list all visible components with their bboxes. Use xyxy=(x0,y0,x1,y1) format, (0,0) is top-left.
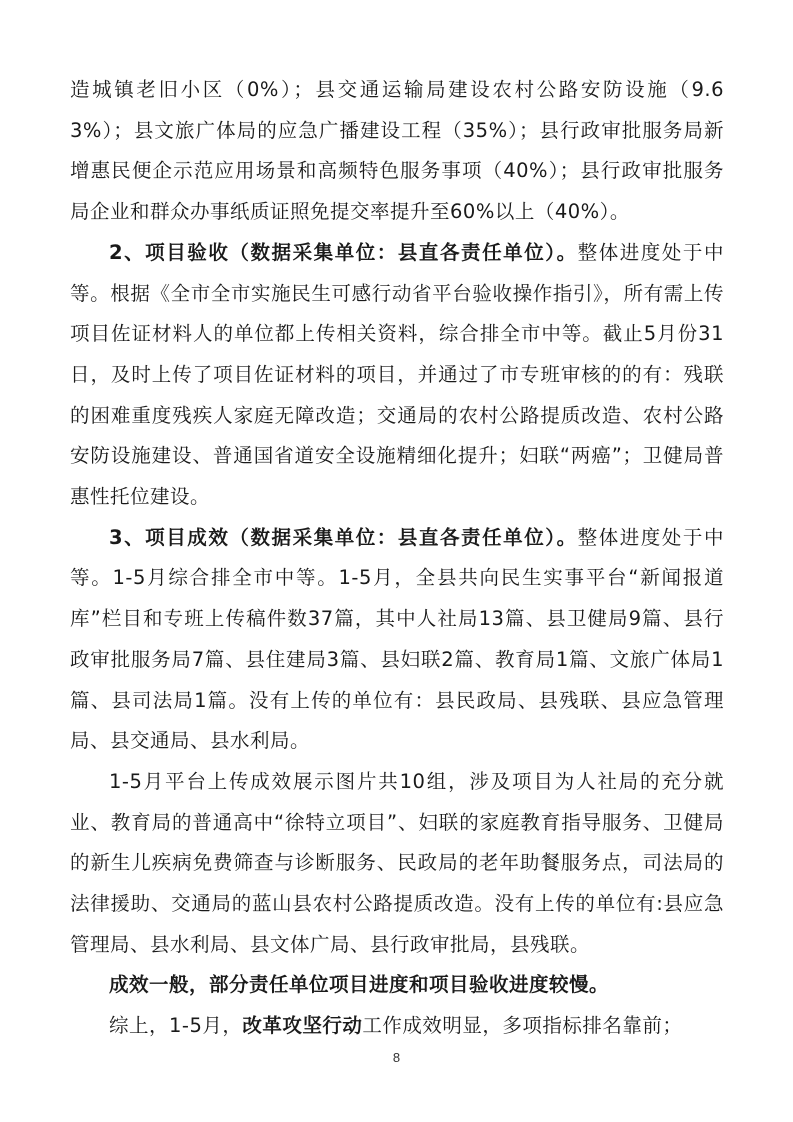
paragraph-3 xyxy=(70,518,724,762)
paragraph-6 xyxy=(70,1006,724,1047)
page-number: 8 xyxy=(392,1050,401,1065)
document-body xyxy=(70,70,724,1047)
heading-project-results: 3、项目成效（数据采集单位：县直各责任单位）。 xyxy=(109,525,578,549)
paragraph-1: 造城镇老旧小区（0%）；县交通运输局建设农村公路安防设施（9.63%）；县文旅广体局的应急广播建设工程（35%）；县行政审批服务局新增惠民便企示范应用场景和高频特色服务事项（40%）；县行政审批服务局企业和群众办事纸质证照免提交率提升至60%以上（40%）。 xyxy=(70,78,724,224)
paragraph-3-body: 整体进度处于中等。1-5月综合排全市中等。1-5月，全县共向民生实事平台“新闻报道库”栏目和专班上传稿件数37篇，其中人社局13篇、县卫健局9篇、县行政审批服务局7篇、县住建局3篇、县妇联2篇、教育局1篇、文旅广体局1篇、县司法局1篇。没有上传的单位有：县民政局、县残联、县应急管理局、县交通局、县水利局。 xyxy=(70,525,724,753)
paragraph-2-body: 整体进度处于中等。根据《全市全市实施民生可感行动省平台验收操作指引》，所有需上传项目佐证材料人的单位都上传相关资料，综合排全市中等。截止5月份31日，及时上传了项目佐证材料的项目，并通过了市专班审核的的有：残联的困难重度残疾人家庭无障改造；交通局的农村公路提质改造、农村公路安防设施建设、普通国省道安全设施精细化提升；妇联“两癌”；卫健局普惠性托位建设。 xyxy=(70,240,724,509)
heading-project-acceptance: 2、项目验收（数据采集单位：县直各责任单位）。 xyxy=(109,240,578,264)
paragraph-4: 1-5月平台上传成效展示图片共10组，涉及项目为人社局的充分就业、教育局的普通高中“徐特立项目”、妇联的家庭教育指导服务、卫健局的新生儿疾病免费筛查与诊断服务、民政局的老年助餐服务点，司法局的法律援助、交通局的蓝山县农村公路提质改造。没有上传的单位有:县应急管理局、县水利局、县文体广局、县行政审批局，县残联。 xyxy=(70,769,724,956)
paragraph-6-pre: 综上，1-5月， xyxy=(109,1014,243,1038)
paragraph-6-bold: 改革攻坚行动 xyxy=(242,1014,363,1038)
paragraph-2 xyxy=(70,233,724,518)
paragraph-5-summary: 成效一般，部分责任单位项目进度和项目验收进度较慢。 xyxy=(109,973,610,997)
paragraph-6-post: 工作成效明显，多项指标排名靠前； xyxy=(362,1014,683,1038)
